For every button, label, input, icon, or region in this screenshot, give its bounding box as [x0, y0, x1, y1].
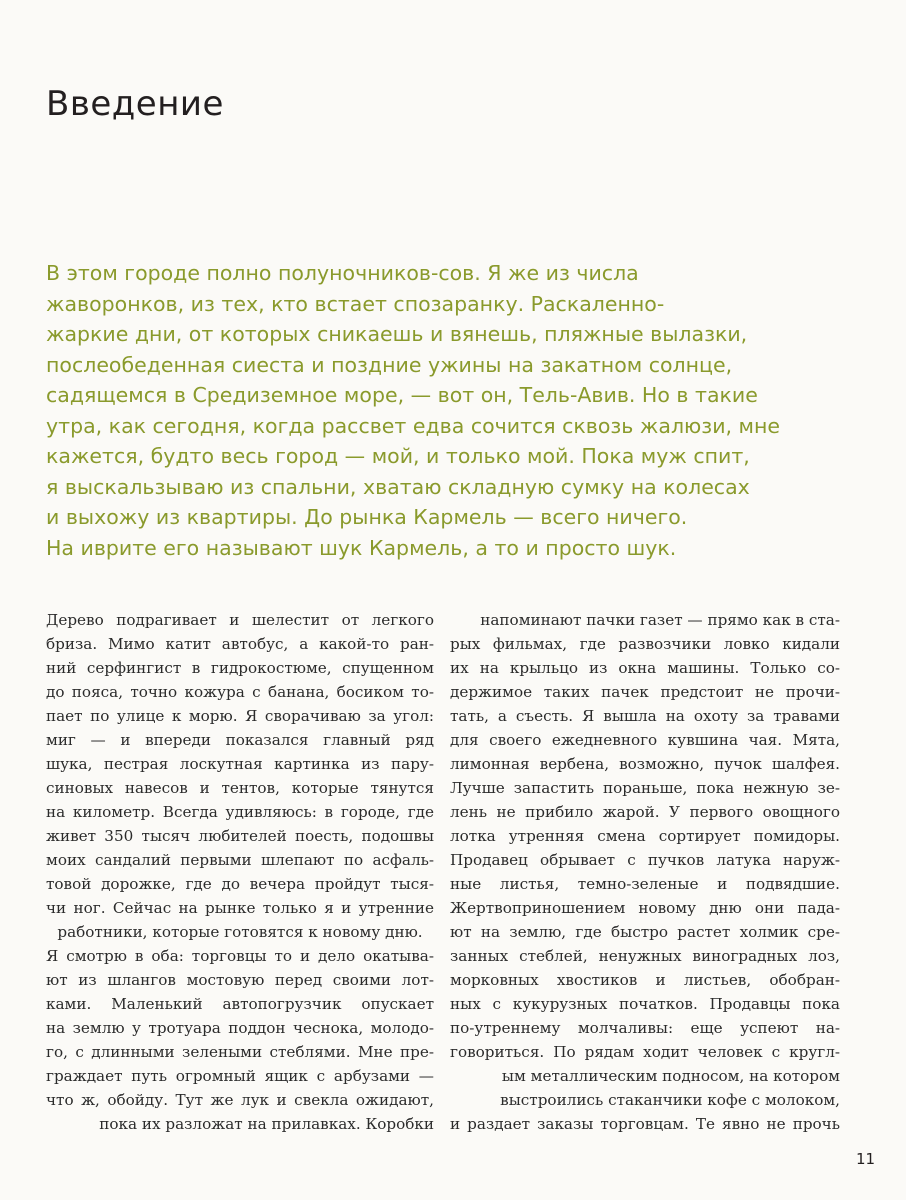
lead-line: жаворонков, из тех, кто встает спозаранку. Раскаленно-	[46, 291, 665, 316]
body-line: говориться. По рядам ходит человек с кругл-	[450, 1043, 840, 1061]
lead-paragraph	[46, 258, 806, 563]
lead-line: утра, как сегодня, когда рассвет едва сочится сквозь жалюзи, мне	[46, 413, 781, 438]
lead-line: На иврите его называют шук Кармель, а то и просто шук.	[46, 535, 677, 560]
body-line: тать, а съесть. Я вышла на охоту за травами	[450, 707, 840, 725]
body-line: занных стеблей, ненужных виноградных лоз,	[450, 947, 840, 965]
lead-line: я выскальзываю из спальни, хватаю складную сумку на колесах	[46, 474, 750, 499]
lead-line: В этом городе полно полуночников-сов. Я же из числа	[46, 261, 639, 285]
page-number: 11	[856, 1150, 876, 1168]
body-line: ные листья, темно-зеленые и подвядшие.	[450, 875, 840, 893]
body-line: Лучше запастить пораньше, пока нежную зе-	[450, 779, 840, 797]
body-line: что ж, обойду. Тут же лук и свекла ожидают,	[46, 1091, 434, 1109]
body-line: бриза. Мимо катит автобус, а какой-то ран-	[46, 635, 434, 653]
body-line: миг — и впереди показался главный ряд	[46, 731, 434, 749]
body-line: ют из шлангов мостовую перед своими лот-	[46, 971, 434, 989]
body-line: на землю у тротуара поддон чеснока, молодо-	[46, 1019, 434, 1037]
body-line: пает по улице к морю. Я сворачиваю за угол:	[46, 707, 434, 725]
body-line: по-утреннему молчаливы: еще успеют на-	[450, 1019, 840, 1037]
body-line: лень не прибило жарой. У первого овощного	[450, 803, 840, 821]
body-line: Продавец обрывает с пучков латука наруж-	[450, 851, 840, 869]
chapter-title: Введение	[46, 84, 224, 124]
body-line: шука, пестрая лоскутная картинка из пару-	[46, 755, 434, 773]
body-line: ний серфингист в гидрокостюме, спущенном	[46, 659, 434, 677]
body-line: ют на землю, где быстро растет холмик сре-	[450, 923, 840, 941]
body-line: ым металлическим подносом, на котором	[501, 1067, 840, 1085]
body-line: Я смотрю в оба: торговцы то и дело окатыва-	[46, 947, 434, 965]
body-line: работники, которые готовятся к новому дню.	[57, 923, 423, 941]
right-column	[450, 608, 840, 1136]
body-line: чи ног. Сейчас на рынке только я и утренние	[46, 899, 434, 917]
body-line: Жертвоприношением новому дню они пада-	[450, 899, 840, 917]
body-line: синовых навесов и тентов, которые тянутся	[46, 779, 434, 797]
body-line: рых фильмах, где развозчики ловко кидали	[450, 635, 840, 653]
body-line: ками. Маленький автопогрузчик опускает	[46, 995, 434, 1013]
body-line: го, с длинными зелеными стеблями. Мне пре-	[46, 1043, 434, 1061]
body-line: морковных хвостиков и листьев, обобран-	[450, 971, 840, 989]
body-line: напоминают пачки газет — прямо как в ста-	[480, 611, 840, 629]
body-line: держимое таких пачек предстоит не прочи-	[450, 683, 840, 701]
body-line: лимонная вербена, возможно, пучок шалфея.	[450, 755, 840, 773]
left-column	[46, 608, 434, 1136]
lead-line: садящемся в Средиземное море, — вот он, Тель-Авив. Но в такие	[46, 383, 758, 407]
body-line: и раздает заказы торговцам. Те явно не прочь	[450, 1115, 840, 1133]
body-line: на километр. Всегда удивляюсь: в городе, где	[46, 803, 434, 821]
body-line: лотка утренняя смена сортирует помидоры.	[450, 827, 840, 845]
body-line: моих сандалий первыми шлепают по асфаль-	[46, 851, 434, 869]
body-line: живет 350 тысяч любителей поесть, подошвы	[46, 827, 434, 845]
body-line: Дерево подрагивает и шелестит от легкого	[46, 611, 434, 629]
lead-line: и выхожу из квартиры. До рынка Кармель — всего ничего.	[46, 505, 688, 529]
lead-line: жаркие дни, от которых сникаешь и вянешь, пляжные вылазки,	[46, 322, 748, 346]
body-line: пока их разложат на прилавках. Коробки	[99, 1115, 434, 1133]
body-line: товой дорожке, где до вечера пройдут тыся-	[46, 875, 434, 893]
lead-line: послеобеденная сиеста и поздние ужины на закатном солнце,	[46, 352, 733, 377]
body-line: граждает путь огромный ящик с арбузами —	[46, 1067, 434, 1085]
body-line: выстроились стаканчики кофе с молоком,	[500, 1091, 840, 1109]
body-line: их на крыльцо из окна машины. Только со-	[450, 659, 840, 677]
lead-line: кажется, будто весь город — мой, и только мой. Пока муж спит,	[46, 444, 750, 468]
body-line: ных с кукурузных початков. Продавцы пока	[450, 995, 840, 1013]
body-line: до пояса, точно кожура с банана, босиком то-	[46, 683, 434, 701]
body-line: для своего ежедневного кувшина чая. Мята,	[450, 731, 840, 749]
